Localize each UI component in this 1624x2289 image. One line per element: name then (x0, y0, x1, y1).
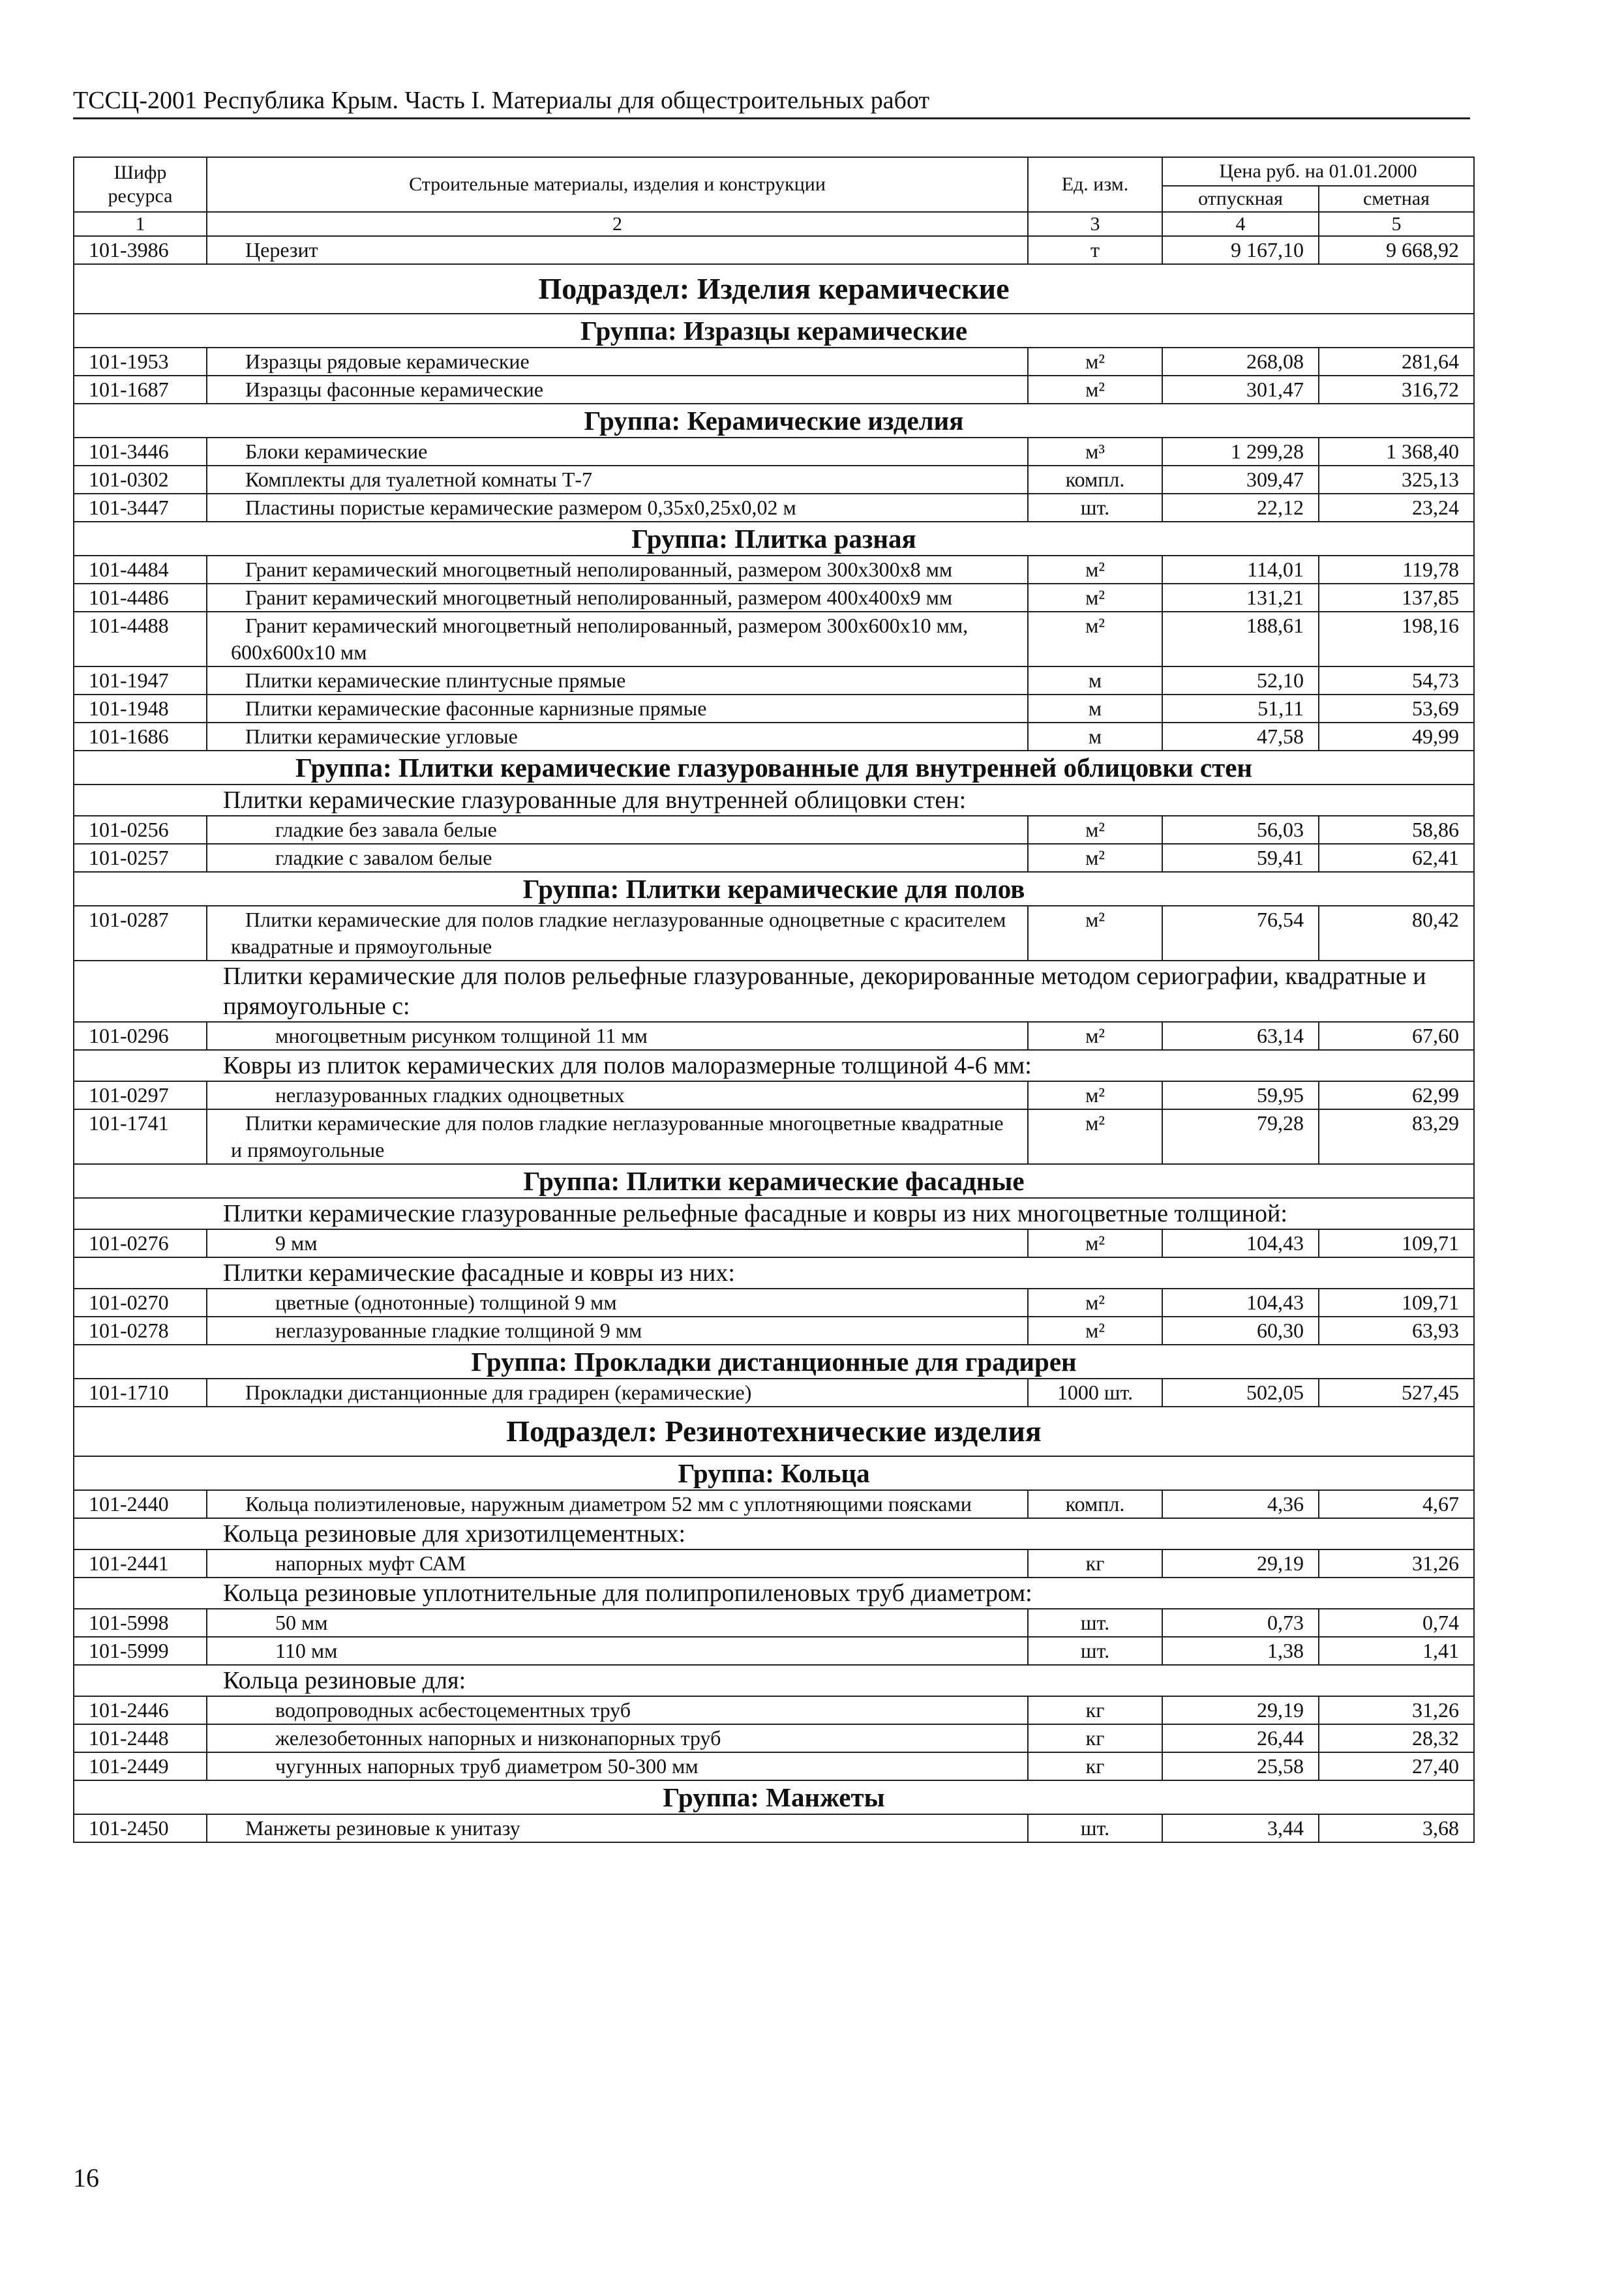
group-title: Группа: Плитки керамические для полов (74, 872, 1474, 906)
price-release: 29,19 (1162, 1696, 1319, 1724)
category-note-row (74, 1198, 1474, 1229)
table-row (74, 494, 1474, 522)
category-note: Плитки керамические для полов рельефные глазурованные, декорированные методом сериографии, квадратные и прямоугольные с: (74, 961, 1474, 1022)
unit-of-measure: шт. (1028, 1637, 1162, 1665)
group-row (74, 1780, 1474, 1814)
col-header-price: Цена руб. на 01.01.2000 (1162, 157, 1474, 186)
group-title: Группа: Плитка разная (74, 522, 1474, 556)
material-name: Манжеты резиновые к унитазу (207, 1814, 1028, 1842)
material-name: напорных муфт САМ (207, 1549, 1028, 1578)
price-estimate: 0,74 (1319, 1609, 1474, 1637)
price-release: 114,01 (1162, 556, 1319, 584)
group-row (74, 1164, 1474, 1198)
material-name: Плитки керамические плинтусные прямые (207, 666, 1028, 695)
group-row (74, 404, 1474, 438)
price-release: 502,05 (1162, 1379, 1319, 1407)
material-name: Плитки керамические фасонные карнизные прямые (207, 695, 1028, 723)
table-row (74, 1229, 1474, 1257)
price-estimate: 3,68 (1319, 1814, 1474, 1842)
price-release: 268,08 (1162, 348, 1319, 376)
group-title: Группа: Изразцы керамические (74, 314, 1474, 348)
table-row (74, 723, 1474, 751)
material-name: неглазурованных гладких одноцветных (207, 1081, 1028, 1109)
col-number: 5 (1319, 212, 1474, 236)
material-name: многоцветным рисунком толщиной 11 мм (207, 1022, 1028, 1050)
price-release: 131,21 (1162, 584, 1319, 612)
price-release: 52,10 (1162, 666, 1319, 695)
table-head (74, 157, 1474, 236)
resource-code: 101-5998 (74, 1609, 207, 1637)
price-estimate: 58,86 (1319, 816, 1474, 844)
resource-code: 101-2448 (74, 1724, 207, 1752)
col-header-price-estimate: сметная (1319, 186, 1474, 212)
price-release: 79,28 (1162, 1109, 1319, 1164)
resource-code: 101-0278 (74, 1317, 207, 1345)
col-header-price-release: отпускная (1162, 186, 1319, 212)
price-table (73, 157, 1475, 1843)
price-estimate: 49,99 (1319, 723, 1474, 751)
col-header-unit: Ед. изм. (1028, 157, 1162, 212)
category-note: Кольца резиновые для хризотилцементных: (74, 1518, 1474, 1549)
group-row (74, 1456, 1474, 1490)
table-row (74, 906, 1474, 961)
unit-of-measure: м (1028, 723, 1162, 751)
price-release: 47,58 (1162, 723, 1319, 751)
table-row (74, 348, 1474, 376)
unit-of-measure: м (1028, 695, 1162, 723)
price-estimate: 54,73 (1319, 666, 1474, 695)
subsection-title: Подраздел: Изделия керамические (74, 264, 1474, 314)
resource-code: 101-3447 (74, 494, 207, 522)
table-row (74, 612, 1474, 666)
unit-of-measure: м² (1028, 1081, 1162, 1109)
unit-of-measure: м² (1028, 1022, 1162, 1050)
price-estimate: 53,69 (1319, 695, 1474, 723)
group-row (74, 751, 1474, 785)
table-row (74, 1109, 1474, 1164)
price-estimate: 83,29 (1319, 1109, 1474, 1164)
unit-of-measure: м² (1028, 1109, 1162, 1164)
price-estimate: 27,40 (1319, 1752, 1474, 1780)
material-name: 110 мм (207, 1637, 1028, 1665)
price-estimate: 109,71 (1319, 1229, 1474, 1257)
unit-of-measure: м² (1028, 376, 1162, 404)
price-release: 25,58 (1162, 1752, 1319, 1780)
col-number: 2 (207, 212, 1028, 236)
unit-of-measure: кг (1028, 1724, 1162, 1752)
table-row (74, 1289, 1474, 1317)
resource-code: 101-0287 (74, 906, 207, 961)
resource-code: 101-1953 (74, 348, 207, 376)
group-title: Группа: Кольца (74, 1456, 1474, 1490)
category-note-row (74, 1050, 1474, 1081)
price-release: 0,73 (1162, 1609, 1319, 1637)
unit-of-measure: кг (1028, 1696, 1162, 1724)
resource-code: 101-0256 (74, 816, 207, 844)
category-note: Плитки керамические глазурованные для внутренней облицовки стен: (74, 785, 1474, 816)
table-row (74, 1752, 1474, 1780)
subsection-row (74, 1407, 1474, 1456)
price-estimate: 119,78 (1319, 556, 1474, 584)
resource-code: 101-1710 (74, 1379, 207, 1407)
group-title: Группа: Плитки керамические глазурованные для внутренней облицовки стен (74, 751, 1474, 785)
price-release: 60,30 (1162, 1317, 1319, 1345)
price-estimate: 9 668,92 (1319, 236, 1474, 264)
price-release: 9 167,10 (1162, 236, 1319, 264)
price-release: 59,41 (1162, 844, 1319, 872)
price-release: 56,03 (1162, 816, 1319, 844)
col-number: 3 (1028, 212, 1162, 236)
resource-code: 101-2446 (74, 1696, 207, 1724)
material-name: Кольца полиэтиленовые, наружным диаметром 52 мм с уплотняющими поясками (207, 1490, 1028, 1518)
material-name: неглазурованные гладкие толщиной 9 мм (207, 1317, 1028, 1345)
resource-code: 101-5999 (74, 1637, 207, 1665)
material-name: Гранит керамический многоцветный неполированный, размером 300х300х8 мм (207, 556, 1028, 584)
material-name: цветные (однотонные) толщиной 9 мм (207, 1289, 1028, 1317)
price-release: 4,36 (1162, 1490, 1319, 1518)
material-name: Изразцы рядовые керамические (207, 348, 1028, 376)
category-note-row (74, 961, 1474, 1022)
unit-of-measure: т (1028, 236, 1162, 264)
category-note: Кольца резиновые уплотнительные для полипропиленовых труб диаметром: (74, 1578, 1474, 1609)
price-release: 1 299,28 (1162, 438, 1319, 466)
price-estimate: 281,64 (1319, 348, 1474, 376)
group-title: Группа: Прокладки дистанционные для градирен (74, 1345, 1474, 1379)
category-note-row (74, 1665, 1474, 1696)
category-note-row (74, 1518, 1474, 1549)
unit-of-measure: м² (1028, 612, 1162, 666)
price-estimate: 31,26 (1319, 1549, 1474, 1578)
price-release: 29,19 (1162, 1549, 1319, 1578)
resource-code: 101-4488 (74, 612, 207, 666)
group-row (74, 1345, 1474, 1379)
unit-of-measure: шт. (1028, 1814, 1162, 1842)
price-release: 188,61 (1162, 612, 1319, 666)
price-estimate: 80,42 (1319, 906, 1474, 961)
category-note: Плитки керамические глазурованные рельефные фасадные и ковры из них многоцветные толщиной: (74, 1198, 1474, 1229)
table-row (74, 1490, 1474, 1518)
resource-code: 101-4484 (74, 556, 207, 584)
price-estimate: 137,85 (1319, 584, 1474, 612)
material-name: Изразцы фасонные керамические (207, 376, 1028, 404)
material-name: водопроводных асбестоцементных труб (207, 1696, 1028, 1724)
table-row (74, 1637, 1474, 1665)
price-release: 76,54 (1162, 906, 1319, 961)
price-estimate: 28,32 (1319, 1724, 1474, 1752)
resource-code: 101-3986 (74, 236, 207, 264)
price-estimate: 325,13 (1319, 466, 1474, 494)
material-name: 50 мм (207, 1609, 1028, 1637)
table-row (74, 376, 1474, 404)
unit-of-measure: шт. (1028, 494, 1162, 522)
price-estimate: 4,67 (1319, 1490, 1474, 1518)
price-release: 59,95 (1162, 1081, 1319, 1109)
unit-of-measure: м² (1028, 844, 1162, 872)
unit-of-measure: м² (1028, 556, 1162, 584)
table-body (74, 236, 1474, 1842)
material-name: 9 мм (207, 1229, 1028, 1257)
unit-of-measure: м² (1028, 1289, 1162, 1317)
category-note: Плитки керамические фасадные и ковры из них: (74, 1257, 1474, 1289)
table-row (74, 1549, 1474, 1578)
price-release: 51,11 (1162, 695, 1319, 723)
table-row (74, 466, 1474, 494)
table-row (74, 1814, 1474, 1842)
material-name: чугунных напорных труб диаметром 50-300 мм (207, 1752, 1028, 1780)
price-release: 63,14 (1162, 1022, 1319, 1050)
resource-code: 101-4486 (74, 584, 207, 612)
resource-code: 101-2440 (74, 1490, 207, 1518)
resource-code: 101-2449 (74, 1752, 207, 1780)
unit-of-measure: м (1028, 666, 1162, 695)
category-note-row (74, 1578, 1474, 1609)
price-estimate: 1,41 (1319, 1637, 1474, 1665)
document-header: ТССЦ-2001 Республика Крым. Часть I. Материалы для общестроительных работ (73, 83, 1470, 119)
price-estimate: 63,93 (1319, 1317, 1474, 1345)
material-name: Плитки керамические для полов гладкие неглазурованные многоцветные квадратные и прямоугольные (207, 1109, 1028, 1164)
subsection-row (74, 264, 1474, 314)
resource-code: 101-0297 (74, 1081, 207, 1109)
price-estimate: 31,26 (1319, 1696, 1474, 1724)
resource-code: 101-0257 (74, 844, 207, 872)
unit-of-measure: м² (1028, 584, 1162, 612)
subsection-title: Подраздел: Резинотехнические изделия (74, 1407, 1474, 1456)
price-release: 1,38 (1162, 1637, 1319, 1665)
price-estimate: 527,45 (1319, 1379, 1474, 1407)
resource-code: 101-1948 (74, 695, 207, 723)
table-row (74, 1696, 1474, 1724)
resource-code: 101-0302 (74, 466, 207, 494)
category-note-row (74, 1257, 1474, 1289)
col-number: 1 (74, 212, 207, 236)
col-number: 4 (1162, 212, 1319, 236)
table-row (74, 1081, 1474, 1109)
price-release: 104,43 (1162, 1289, 1319, 1317)
resource-code: 101-1687 (74, 376, 207, 404)
price-estimate: 67,60 (1319, 1022, 1474, 1050)
material-name: Комплекты для туалетной комнаты Т-7 (207, 466, 1028, 494)
table-row (74, 1724, 1474, 1752)
unit-of-measure: компл. (1028, 1490, 1162, 1518)
material-name: Гранит керамический многоцветный неполированный, размером 400х400х9 мм (207, 584, 1028, 612)
unit-of-measure: м² (1028, 906, 1162, 961)
table-row (74, 236, 1474, 264)
unit-of-measure: шт. (1028, 1609, 1162, 1637)
table-row (74, 695, 1474, 723)
material-name: Плитки керамические для полов гладкие неглазурованные одноцветные с красителем квадратные и прямоугольные (207, 906, 1028, 961)
resource-code: 101-3446 (74, 438, 207, 466)
group-row (74, 522, 1474, 556)
category-note: Кольца резиновые для: (74, 1665, 1474, 1696)
unit-of-measure: 1000 шт. (1028, 1379, 1162, 1407)
unit-of-measure: м³ (1028, 438, 1162, 466)
table-row (74, 1609, 1474, 1637)
resource-code: 101-2450 (74, 1814, 207, 1842)
group-title: Группа: Манжеты (74, 1780, 1474, 1814)
material-name: железобетонных напорных и низконапорных труб (207, 1724, 1028, 1752)
group-row (74, 872, 1474, 906)
material-name: Гранит керамический многоцветный неполированный, размером 300х600х10 мм, 600х600х10 мм (207, 612, 1028, 666)
price-release: 26,44 (1162, 1724, 1319, 1752)
unit-of-measure: м² (1028, 1317, 1162, 1345)
resource-code: 101-1686 (74, 723, 207, 751)
price-estimate: 316,72 (1319, 376, 1474, 404)
price-release: 301,47 (1162, 376, 1319, 404)
table-row (74, 1022, 1474, 1050)
resource-code: 101-1947 (74, 666, 207, 695)
table-row (74, 1317, 1474, 1345)
material-name: гладкие с завалом белые (207, 844, 1028, 872)
group-title: Группа: Керамические изделия (74, 404, 1474, 438)
price-estimate: 109,71 (1319, 1289, 1474, 1317)
price-release: 22,12 (1162, 494, 1319, 522)
unit-of-measure: м² (1028, 1229, 1162, 1257)
unit-of-measure: м² (1028, 816, 1162, 844)
table-row (74, 1379, 1474, 1407)
table-row (74, 438, 1474, 466)
resource-code: 101-1741 (74, 1109, 207, 1164)
price-release: 104,43 (1162, 1229, 1319, 1257)
resource-code: 101-2441 (74, 1549, 207, 1578)
page-number: 16 (73, 2163, 99, 2192)
unit-of-measure: м² (1028, 348, 1162, 376)
price-release: 309,47 (1162, 466, 1319, 494)
table-row (74, 666, 1474, 695)
unit-of-measure: кг (1028, 1549, 1162, 1578)
category-note-row (74, 785, 1474, 816)
material-name: Плитки керамические угловые (207, 723, 1028, 751)
group-row (74, 314, 1474, 348)
material-name: Блоки керамические (207, 438, 1028, 466)
material-name: Церезит (207, 236, 1028, 264)
price-estimate: 1 368,40 (1319, 438, 1474, 466)
table-row (74, 556, 1474, 584)
price-estimate: 198,16 (1319, 612, 1474, 666)
unit-of-measure: компл. (1028, 466, 1162, 494)
col-header-name: Строительные материалы, изделия и конструкции (207, 157, 1028, 212)
table-row (74, 816, 1474, 844)
material-name: Пластины пористые керамические размером 0,35х0,25х0,02 м (207, 494, 1028, 522)
material-name: Прокладки дистанционные для градирен (керамические) (207, 1379, 1028, 1407)
col-header-code: Шифр ресурса (74, 157, 207, 212)
price-estimate: 62,41 (1319, 844, 1474, 872)
price-estimate: 23,24 (1319, 494, 1474, 522)
material-name: гладкие без завала белые (207, 816, 1028, 844)
resource-code: 101-0296 (74, 1022, 207, 1050)
price-release: 3,44 (1162, 1814, 1319, 1842)
price-estimate: 62,99 (1319, 1081, 1474, 1109)
table-row (74, 584, 1474, 612)
resource-code: 101-0270 (74, 1289, 207, 1317)
table-row (74, 844, 1474, 872)
category-note: Ковры из плиток керамических для полов малоразмерные толщиной 4-6 мм: (74, 1050, 1474, 1081)
resource-code: 101-0276 (74, 1229, 207, 1257)
group-title: Группа: Плитки керамические фасадные (74, 1164, 1474, 1198)
unit-of-measure: кг (1028, 1752, 1162, 1780)
